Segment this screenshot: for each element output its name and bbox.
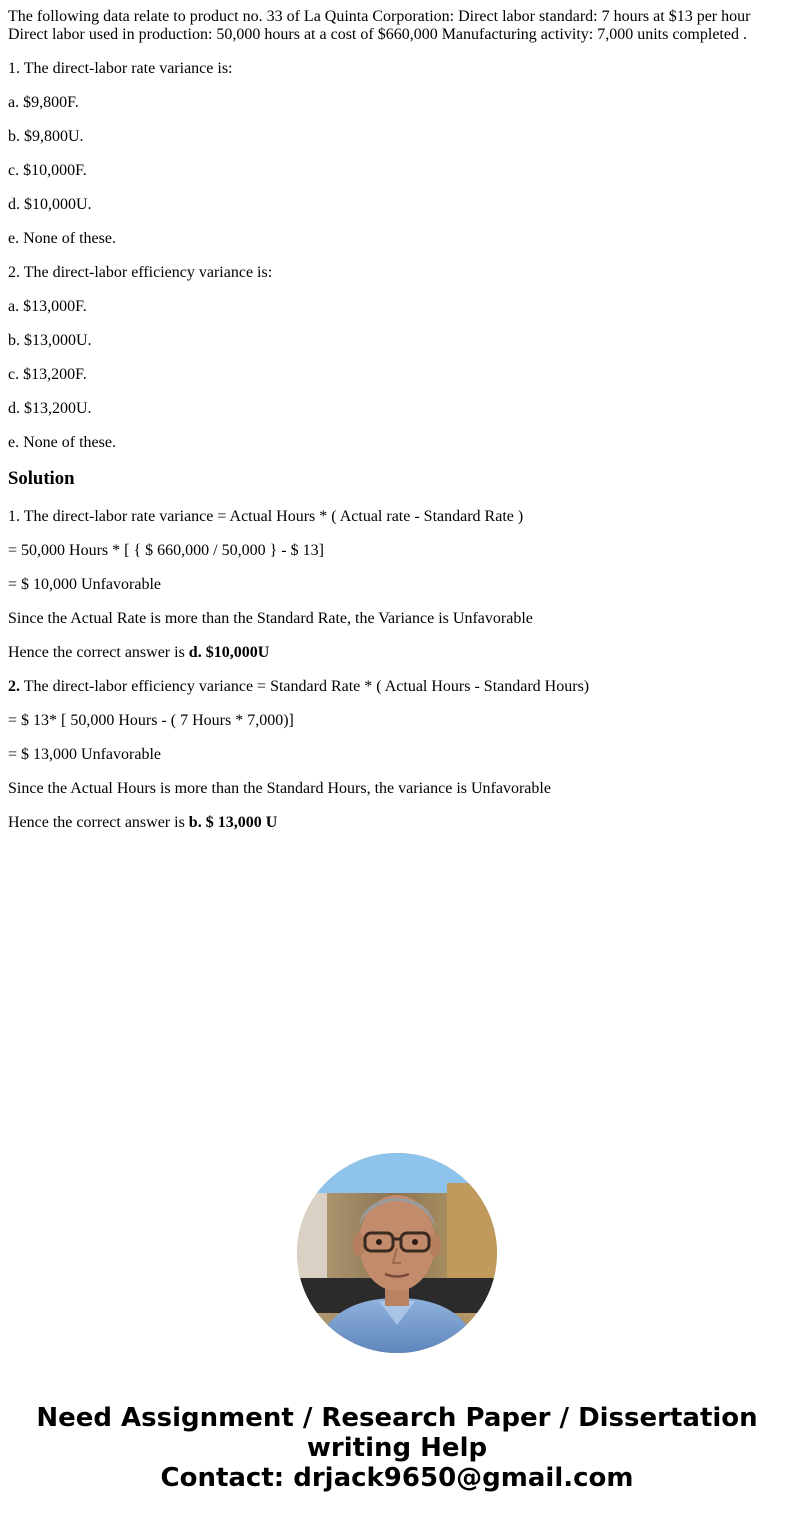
footer-line-2: writing Help [306, 1433, 488, 1463]
q1-option-a: a. $9,800F. [8, 94, 79, 111]
solution-1-answer: d. $10,000U [188, 644, 270, 661]
solution-1-reason: Since the Actual Rate is more than the Standard Rate, the Variance is Unfavorable [8, 610, 533, 627]
question-1: 1. The direct-labor rate variance is: [8, 60, 233, 77]
q1-option-d: d. $10,000U. [8, 196, 92, 213]
solution-2-reason: Since the Actual Hours is more than the Standard Hours, the variance is Unfavorable [8, 780, 551, 797]
solution-1-step-1: = 50,000 Hours * [ { $ 660,000 / 50,000 } - $ 13] [8, 542, 324, 559]
q2-option-c: c. $13,200F. [8, 366, 87, 383]
footer-ad [0, 1403, 794, 1493]
footer-contact: Contact: drjack9650@gmail.com [160, 1463, 634, 1493]
footer-line-1: Need Assignment / Research Paper / Dissertation [36, 1403, 758, 1433]
avatar-portrait-image [297, 1153, 497, 1353]
solution-2-formula-line [8, 678, 786, 696]
solution-2-answer-line [8, 814, 786, 832]
answer-prefix: Hence the correct answer is [8, 814, 189, 831]
solution-2-answer: b. $ 13,000 U [188, 814, 278, 831]
q2-option-e: e. None of these. [8, 434, 116, 451]
q1-option-c: c. $10,000F. [8, 162, 87, 179]
solution-1-formula: 1. The direct-labor rate variance = Actual Hours * ( Actual rate - Standard Rate ) [8, 508, 524, 525]
solution-heading: Solution [8, 468, 75, 489]
question-intro: The following data relate to product no. 33 of La Quinta Corporation: Direct labor standard: 7 hours at $13 per hour Direct labor used in production: 50,000 hours at a cost of $660,000 Manufacturing activity: 7,000 units completed . [8, 8, 751, 43]
answer-prefix: Hence the correct answer is [8, 644, 189, 661]
q1-option-e: e. None of these. [8, 230, 116, 247]
document-content [8, 8, 786, 848]
solution-2-number: 2. [8, 678, 20, 695]
solution-1-answer-line [8, 644, 786, 662]
question-2: 2. The direct-labor efficiency variance is: [8, 264, 273, 281]
q2-option-b: b. $13,000U. [8, 332, 92, 349]
solution-2-formula: The direct-labor efficiency variance = Standard Rate * ( Actual Hours - Standard Hours) [20, 678, 590, 695]
avatar [297, 1153, 497, 1353]
q2-option-d: d. $13,200U. [8, 400, 92, 417]
solution-1-step-2: = $ 10,000 Unfavorable [8, 576, 161, 593]
solution-2-step-2: = $ 13,000 Unfavorable [8, 746, 161, 763]
solution-2-step-1: = $ 13* [ 50,000 Hours - ( 7 Hours * 7,000)] [8, 712, 294, 729]
q1-option-b: b. $9,800U. [8, 128, 84, 145]
q2-option-a: a. $13,000F. [8, 298, 87, 315]
